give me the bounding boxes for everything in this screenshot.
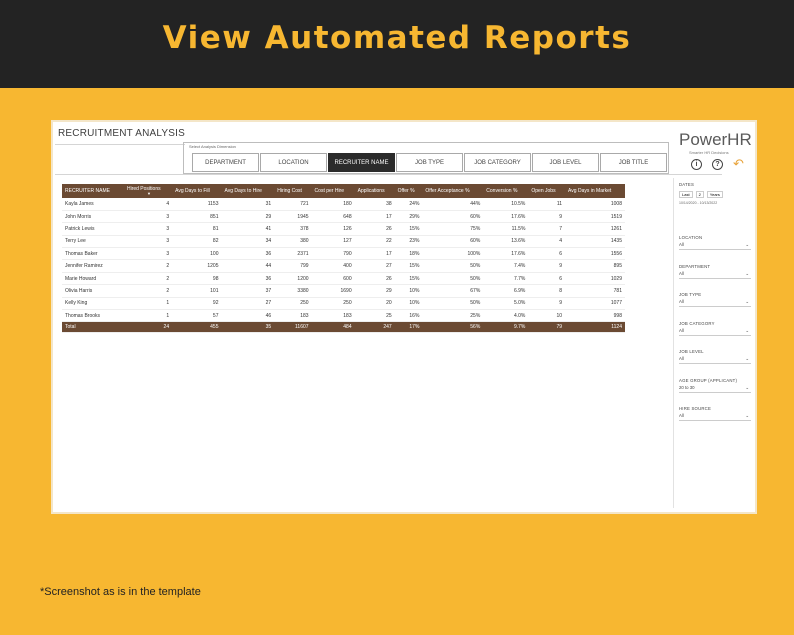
chevron-down-icon: ⌄ [745, 298, 749, 304]
tab-department[interactable]: DEPARTMENT [192, 153, 259, 172]
table-cell: 27 [355, 260, 395, 272]
column-header[interactable]: Conversion % [483, 184, 528, 198]
table-cell: 75% [422, 223, 483, 235]
dimension-label: Select Analysis Dimension [189, 144, 236, 149]
filter-value: 20 to 30 [679, 385, 695, 390]
banner [0, 0, 794, 88]
total-cell: 56% [422, 322, 483, 333]
table-cell: 2 [124, 272, 172, 284]
table-cell: 790 [312, 248, 355, 260]
table-cell: 16% [395, 310, 423, 322]
table-cell: 6 [528, 272, 565, 284]
total-cell: 11607 [274, 322, 311, 333]
filter-group [679, 349, 751, 364]
table-cell: 781 [565, 285, 625, 297]
table-cell: 4 [124, 198, 172, 210]
table-cell: 180 [312, 198, 355, 210]
table-cell: 895 [565, 260, 625, 272]
filter-label: DEPARTMENT [679, 264, 711, 269]
table-cell: 25% [422, 310, 483, 322]
recruiter-name-cell: Terry Lee [62, 235, 124, 247]
column-header[interactable]: Avg Days to Fill [172, 184, 221, 198]
table-cell: 67% [422, 285, 483, 297]
recruiter-name-cell: Kelly King [62, 297, 124, 309]
table-cell: 6 [528, 248, 565, 260]
table-cell: 183 [312, 310, 355, 322]
divider [55, 174, 722, 175]
table-cell: 648 [312, 210, 355, 222]
total-cell: 17% [395, 322, 423, 333]
chevron-down-icon: ⌄ [745, 412, 749, 418]
column-header[interactable]: Cost per Hire [312, 184, 355, 198]
table-row[interactable] [62, 310, 625, 322]
table-cell: 60% [422, 210, 483, 222]
table-cell: 27 [221, 297, 274, 309]
table-cell: 1029 [565, 272, 625, 284]
column-header[interactable]: Open Jobs [528, 184, 565, 198]
column-header[interactable]: Hired Positions ▼ [124, 184, 172, 198]
table-cell: 1153 [172, 198, 221, 210]
column-header[interactable]: Hiring Cost [274, 184, 311, 198]
tab-location[interactable]: LOCATION [260, 153, 327, 172]
table-cell: 15% [395, 260, 423, 272]
table-cell: 29% [395, 210, 423, 222]
recruiter-name-cell: Marie Howard [62, 272, 124, 284]
filter-value: All [679, 356, 684, 361]
table-cell: 9 [528, 297, 565, 309]
table-row[interactable] [62, 198, 625, 210]
filter-dropdown[interactable] [679, 269, 751, 279]
filter-dropdown[interactable] [679, 240, 751, 250]
filter-value: All [679, 271, 684, 276]
table-cell: 100 [172, 248, 221, 260]
brand-logo: PowerHR [679, 130, 752, 149]
table-cell: 17 [355, 248, 395, 260]
table-cell: 7.4% [483, 260, 528, 272]
tab-job-type[interactable]: JOB TYPE [396, 153, 463, 172]
table-cell: 44 [221, 260, 274, 272]
table-cell: 600 [312, 272, 355, 284]
filter-group [679, 378, 751, 393]
table-cell: 1200 [274, 272, 311, 284]
filter-label: JOB LEVEL [679, 349, 704, 354]
table-row[interactable] [62, 297, 625, 309]
table-cell: 1519 [565, 210, 625, 222]
filter-group [679, 235, 751, 250]
total-cell: 79 [528, 322, 565, 333]
table-cell: 18% [395, 248, 423, 260]
table-cell: 98 [172, 272, 221, 284]
back-arrow-icon[interactable]: ↶ [733, 156, 744, 171]
sort-desc-icon: ▼ [146, 191, 151, 196]
filter-dropdown[interactable] [679, 354, 751, 364]
dates-filter [679, 182, 751, 205]
table-cell: 1 [124, 310, 172, 322]
table-cell: 127 [312, 235, 355, 247]
table-row[interactable] [62, 223, 625, 235]
table-cell: 101 [172, 285, 221, 297]
table-cell: 11.5% [483, 223, 528, 235]
column-header[interactable]: Avg Days in Market [565, 184, 625, 198]
table-cell: 44% [422, 198, 483, 210]
tab-job-category[interactable]: JOB CATEGORY [464, 153, 531, 172]
table-cell: 799 [274, 260, 311, 272]
table-cell: 41 [221, 223, 274, 235]
table-cell: 721 [274, 198, 311, 210]
table-cell: 29 [221, 210, 274, 222]
table-cell: 57 [172, 310, 221, 322]
table-row[interactable] [62, 210, 625, 222]
table-cell: 250 [274, 297, 311, 309]
table-cell: 60% [422, 235, 483, 247]
table-cell: 15% [395, 272, 423, 284]
table-cell: 17 [355, 210, 395, 222]
table-cell: 26 [355, 272, 395, 284]
table-cell: 100% [422, 248, 483, 260]
filter-label: AGE GROUP (APPLICANT) [679, 378, 738, 383]
tab-recruiter-name[interactable]: RECRUITER NAME [328, 153, 395, 172]
table-cell: 81 [172, 223, 221, 235]
date-unit-select[interactable]: Years [707, 191, 723, 198]
table-cell: 92 [172, 297, 221, 309]
table-cell: 50% [422, 297, 483, 309]
recruiter-name-cell: Kayla James [62, 198, 124, 210]
table-cell: 10% [395, 297, 423, 309]
column-header[interactable]: Offer % [395, 184, 423, 198]
table-cell: 20 [355, 297, 395, 309]
table-cell: 1261 [565, 223, 625, 235]
table-row[interactable] [62, 248, 625, 260]
table-cell: 10.5% [483, 198, 528, 210]
table-cell: 2 [124, 260, 172, 272]
table-cell: 50% [422, 272, 483, 284]
table-cell: 3380 [274, 285, 311, 297]
filter-group [679, 321, 751, 336]
table-cell: 1 [124, 297, 172, 309]
table-cell: 3 [124, 223, 172, 235]
banner-title: View Automated Reports [162, 20, 632, 56]
chevron-down-icon: ⌄ [745, 384, 749, 390]
total-row [62, 322, 625, 333]
table-cell: 5.0% [483, 297, 528, 309]
table-cell: 1945 [274, 210, 311, 222]
help-icon[interactable]: ? [712, 159, 723, 170]
table-cell: 22 [355, 235, 395, 247]
column-header[interactable]: Applications [355, 184, 395, 198]
filter-dropdown[interactable] [679, 297, 751, 307]
table-cell: 1435 [565, 235, 625, 247]
recruiter-name-cell: Thomas Baker [62, 248, 124, 260]
divider [673, 178, 674, 508]
table-cell: 250 [312, 297, 355, 309]
table-cell: 26 [355, 223, 395, 235]
table-cell: 23% [395, 235, 423, 247]
table-cell: 3 [124, 248, 172, 260]
table-row[interactable] [62, 260, 625, 272]
recruiter-name-cell: Patrick Lewis [62, 223, 124, 235]
recruiter-name-cell: Thomas Brooks [62, 310, 124, 322]
column-header[interactable]: Offer Acceptance % [422, 184, 483, 198]
table-cell: 9 [528, 210, 565, 222]
footer-note: *Screenshot as is in the template [40, 586, 201, 598]
filter-dropdown[interactable] [679, 383, 751, 393]
filter-label: LOCATION [679, 235, 703, 240]
divider [55, 144, 185, 145]
info-icon[interactable]: i [691, 159, 702, 170]
date-count-input[interactable]: 2 [696, 191, 704, 198]
tab-job-title[interactable]: JOB TITLE [600, 153, 667, 172]
table-cell: 34 [221, 235, 274, 247]
filter-group [679, 292, 751, 307]
table-cell: 3 [124, 210, 172, 222]
table-cell: 15% [395, 223, 423, 235]
table-cell: 6.9% [483, 285, 528, 297]
date-range-text: 10/14/2020 - 10/13/2022 [679, 201, 718, 205]
table-cell: 29 [355, 285, 395, 297]
table-cell: 37 [221, 285, 274, 297]
table-cell: 1556 [565, 248, 625, 260]
table-cell: 1077 [565, 297, 625, 309]
recruiter-name-cell: Jennifer Ramirez [62, 260, 124, 272]
table-cell: 17.6% [483, 248, 528, 260]
table-cell: 380 [274, 235, 311, 247]
filter-group [679, 406, 751, 421]
table-cell: 183 [274, 310, 311, 322]
filter-label: JOB TYPE [679, 292, 702, 297]
chevron-down-icon: ⌄ [745, 355, 749, 361]
total-cell: 24 [124, 322, 172, 333]
filter-group [679, 264, 751, 279]
table-cell: 13.6% [483, 235, 528, 247]
total-cell: 1124 [565, 322, 625, 333]
table-cell: 50% [422, 260, 483, 272]
table-cell: 400 [312, 260, 355, 272]
table-cell: 24% [395, 198, 423, 210]
brand-tagline: Smarter HR Decisions [689, 150, 729, 155]
total-cell: 484 [312, 322, 355, 333]
chevron-down-icon: ⌄ [745, 241, 749, 247]
total-cell: 35 [221, 322, 274, 333]
table-cell: 11 [528, 198, 565, 210]
total-cell: 455 [172, 322, 221, 333]
date-relative-select[interactable]: Last [679, 191, 693, 198]
recruiter-table [62, 184, 625, 333]
chevron-down-icon: ⌄ [745, 270, 749, 276]
table-cell: 1008 [565, 198, 625, 210]
table-cell: 7 [528, 223, 565, 235]
filter-value: All [679, 328, 684, 333]
filter-label: HIRE SOURCE [679, 406, 712, 411]
table-cell: 998 [565, 310, 625, 322]
table-cell: 1690 [312, 285, 355, 297]
table-header-row [62, 184, 625, 198]
table-cell: 31 [221, 198, 274, 210]
table-cell: 17.6% [483, 210, 528, 222]
table-cell: 25 [355, 310, 395, 322]
table-row[interactable] [62, 272, 625, 284]
dimension-tabs [192, 153, 668, 172]
table-cell: 36 [221, 272, 274, 284]
table-cell: 8 [528, 285, 565, 297]
table-cell: 2371 [274, 248, 311, 260]
filter-value: All [679, 413, 684, 418]
table-cell: 1205 [172, 260, 221, 272]
filter-value: All [679, 242, 684, 247]
total-cell: Total [62, 322, 124, 333]
dates-label: DATES [679, 182, 695, 187]
table-cell: 36 [221, 248, 274, 260]
chevron-down-icon: ⌄ [745, 327, 749, 333]
table-cell: 2 [124, 285, 172, 297]
report-title: RECRUITMENT ANALYSIS [58, 128, 185, 139]
column-header[interactable]: RECRUITER NAME [62, 184, 124, 198]
column-header[interactable]: Avg Days to Hire [221, 184, 274, 198]
table-cell: 3 [124, 235, 172, 247]
table-row[interactable] [62, 285, 625, 297]
table-cell: 10 [528, 310, 565, 322]
table-cell: 851 [172, 210, 221, 222]
table-cell: 10% [395, 285, 423, 297]
table-cell: 9 [528, 260, 565, 272]
filter-dropdown[interactable] [679, 326, 751, 336]
table-cell: 4.0% [483, 310, 528, 322]
filter-value: All [679, 299, 684, 304]
recruiter-name-cell: John Morris [62, 210, 124, 222]
table-cell: 38 [355, 198, 395, 210]
table-row[interactable] [62, 235, 625, 247]
table-cell: 82 [172, 235, 221, 247]
table-cell: 126 [312, 223, 355, 235]
table-cell: 7.7% [483, 272, 528, 284]
table-cell: 378 [274, 223, 311, 235]
recruiter-name-cell: Olivia Harris [62, 285, 124, 297]
filter-dropdown[interactable] [679, 411, 751, 421]
total-cell: 9.7% [483, 322, 528, 333]
table-cell: 46 [221, 310, 274, 322]
table-cell: 4 [528, 235, 565, 247]
filter-label: JOB CATEGORY [679, 321, 715, 326]
report-screenshot [51, 120, 757, 514]
total-cell: 247 [355, 322, 395, 333]
tab-job-level[interactable]: JOB LEVEL [532, 153, 599, 172]
